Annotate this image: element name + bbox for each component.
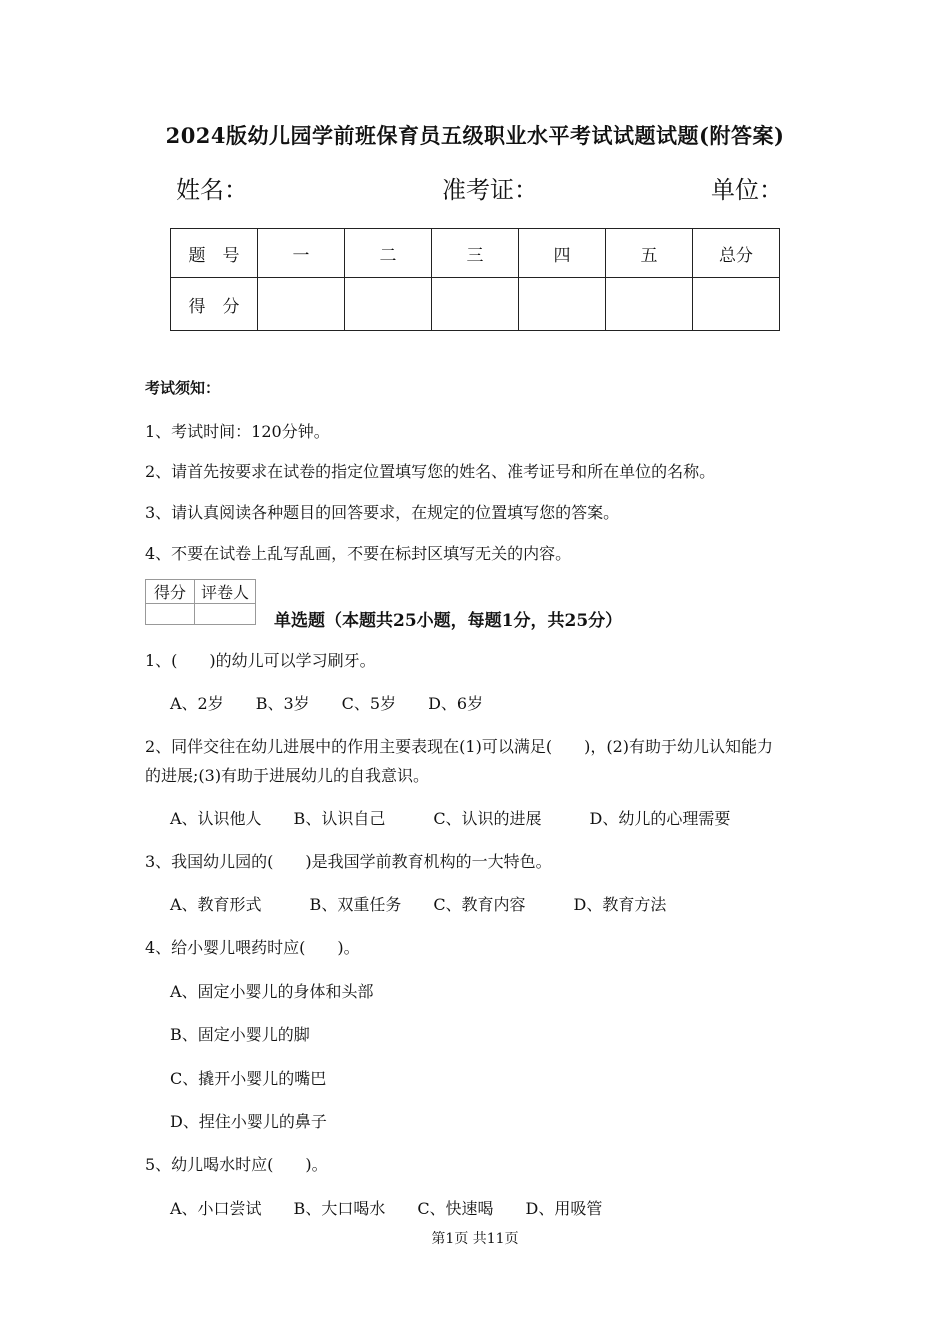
question-4-option-a: A、固定小婴儿的身体和头部 xyxy=(170,982,374,1001)
question-2-stem: 2、同伴交往在幼儿进展中的作用主要表现在(1)可以满足( )，(2)有助于幼儿认知能力 xyxy=(145,737,773,756)
question-2-options: A、认识他人 B、认识自己 C、认识的进展 D、幼儿的心理需要 xyxy=(170,809,731,828)
question-4-stem: 4、给小婴儿喂药时应( )。 xyxy=(145,938,360,957)
score-cell xyxy=(432,278,519,331)
question-1-options: A、2岁 B、3岁 C、5岁 D、6岁 xyxy=(170,694,484,713)
grader-reviewer-cell xyxy=(195,604,256,625)
score-cell xyxy=(345,278,432,331)
question-2-stem-continued: 的进展;(3)有助于进展幼儿的自我意识。 xyxy=(145,766,430,785)
score-header-cell: 五 xyxy=(606,229,693,278)
question-5-options: A、小口尝试 B、大口喝水 C、快速喝 D、用吸管 xyxy=(170,1199,603,1218)
score-table-score-row xyxy=(171,278,780,331)
score-cell xyxy=(606,278,693,331)
score-cell xyxy=(519,278,606,331)
score-row-label: 得 分 xyxy=(171,278,258,331)
grader-score-cell xyxy=(146,604,195,625)
notice-item: 2、请首先按要求在试卷的指定位置填写您的姓名、准考证号和所在单位的名称。 xyxy=(145,462,716,481)
score-header-cell: 一 xyxy=(258,229,345,278)
score-header-cell: 题 号 xyxy=(171,229,258,278)
exam-id-field-label: 准考证： xyxy=(442,176,538,204)
score-table xyxy=(170,228,780,331)
question-3-options: A、教育形式 B、双重任务 C、教育内容 D、教育方法 xyxy=(170,895,667,914)
question-1-stem: 1、( )的幼儿可以学习刷牙。 xyxy=(145,651,376,670)
grader-reviewer-label: 评卷人 xyxy=(195,580,256,604)
question-4-option-c: C、撬开小婴儿的嘴巴 xyxy=(170,1069,327,1088)
score-header-cell: 总分 xyxy=(693,229,780,278)
grader-box xyxy=(145,579,256,625)
section-title: 单选题（本题共25小题，每题1分，共25分） xyxy=(274,611,623,631)
page-footer: 第1页 共11页 xyxy=(431,1231,519,1247)
score-header-cell: 三 xyxy=(432,229,519,278)
notice-heading: 考试须知： xyxy=(145,379,221,397)
unit-field-label: 单位： xyxy=(711,176,783,204)
page-title: 2024版幼儿园学前班保育员五级职业水平考试试题试题(附答案) xyxy=(165,123,785,148)
score-cell xyxy=(258,278,345,331)
name-field-label: 姓名： xyxy=(176,176,248,204)
notice-item: 3、请认真阅读各种题目的回答要求，在规定的位置填写您的答案。 xyxy=(145,503,620,522)
grader-score-label: 得分 xyxy=(146,580,195,604)
score-header-cell: 二 xyxy=(345,229,432,278)
notice-item: 4、不要在试卷上乱写乱画，不要在标封区填写无关的内容。 xyxy=(145,544,572,563)
score-cell xyxy=(693,278,780,331)
score-table-header-row xyxy=(171,229,780,278)
question-3-stem: 3、我国幼儿园的( )是我国学前教育机构的一大特色。 xyxy=(145,852,552,871)
notice-item: 1、考试时间：120分钟。 xyxy=(145,422,330,441)
question-4-option-d: D、捏住小婴儿的鼻子 xyxy=(170,1112,327,1131)
question-5-stem: 5、幼儿喝水时应( )。 xyxy=(145,1155,328,1174)
question-4-option-b: B、固定小婴儿的脚 xyxy=(170,1025,310,1044)
score-header-cell: 四 xyxy=(519,229,606,278)
